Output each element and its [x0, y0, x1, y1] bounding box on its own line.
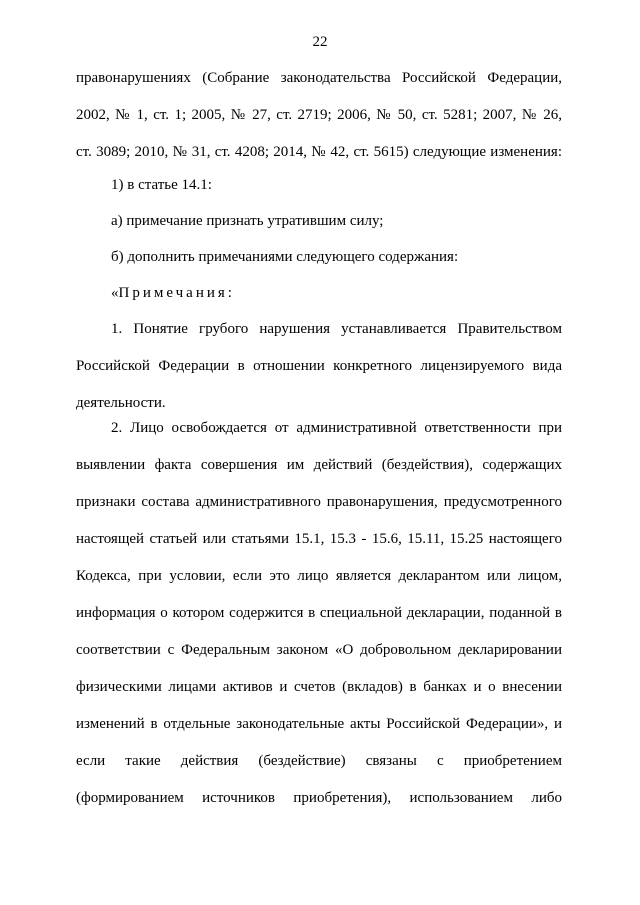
text-line: а) примечание признать утратившим силу; — [111, 213, 384, 229]
list-item-article — [111, 167, 562, 204]
text-line: 1. Понятие грубого нарушения устанавливается Правительством — [111, 321, 562, 337]
text-line: настоящей статьей или статьями 15.1, 15.3 - 15.6, 15.11, 15.25 настоящего — [76, 531, 562, 547]
text-line: Российской Федерации в отношении конкретного лицензируемого вида — [76, 358, 562, 374]
text-line: б) дополнить примечаниями следующего содержания: — [111, 249, 459, 265]
text-line: правонарушениях (Собрание законодательства Российской Федерации, — [76, 70, 562, 86]
text-line: 2. Лицо освобождается от административной ответственности при — [111, 420, 562, 436]
text-line: если такие действия (бездействие) связаны с приобретением — [76, 753, 562, 769]
text-line: деятельности. — [76, 395, 166, 411]
text-line: ст. 3089; 2010, № 31, ст. 4208; 2014, № 42, ст. 5615) следующие изменения: — [76, 144, 562, 160]
notes-heading — [111, 275, 562, 312]
text-line: 2002, № 1, ст. 1; 2005, № 27, ст. 2719; 2006, № 50, ст. 5281; 2007, № 26, — [76, 107, 562, 123]
quote-mark: « — [111, 285, 119, 301]
text-line: признаки состава административного правонарушения, предусмотренного — [76, 494, 562, 510]
paragraph-continuation — [76, 60, 562, 171]
text-line: выявлении факта совершения им действий (бездействия), содержащих — [76, 457, 562, 473]
text-line: (формированием источников приобретения), использованием либо — [76, 790, 562, 806]
text-line: изменений в отдельные законодательные акты Российской Федерации», и — [76, 716, 562, 732]
text-line: физическими лицами активов и счетов (вкладов) в банках и о внесении — [76, 679, 562, 695]
page-number: 22 — [312, 34, 328, 50]
text-line: информация о котором содержится в специальной декларации, поданной в — [76, 605, 562, 621]
text-line: Кодекса, при условии, если это лицо является декларантом или лицом, — [76, 568, 562, 584]
note-2 — [76, 410, 562, 817]
note-1 — [76, 311, 562, 422]
text-line: 1) в статье 14.1: — [111, 177, 212, 193]
text-line: соответствии с Федеральным законом «О добровольном декларировании — [76, 642, 562, 658]
list-item-b — [111, 239, 562, 276]
notes-word: Примечания: — [118, 285, 235, 301]
list-item-a — [111, 203, 562, 240]
